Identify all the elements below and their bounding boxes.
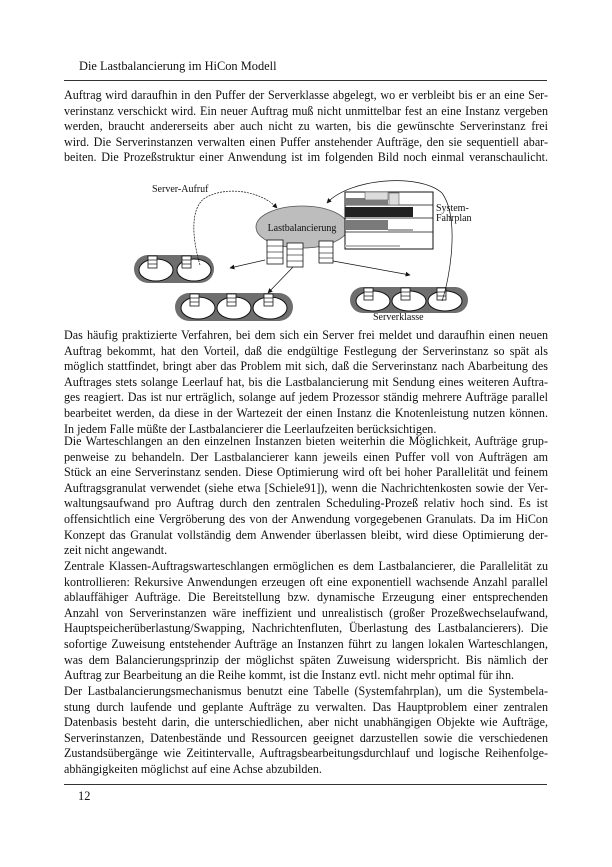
- dispatch-arrow-right: [333, 261, 410, 275]
- paragraph-2: [64, 328, 548, 437]
- server-class-label: Serverklasse: [373, 312, 424, 323]
- text-line: Die Warteschlangen an den einzelnen Instanzen bieten weiterhin die Möglichkeit, Aufträge grup-: [64, 434, 548, 448]
- schedule-bar: [365, 200, 388, 205]
- process-structure-figure: [130, 178, 490, 323]
- footer-rule: [64, 784, 547, 785]
- schedule-bar: [345, 207, 413, 217]
- schedule-label-2: Fahrplan: [436, 213, 472, 224]
- text-line: Anzahl von Serverinstanzen wäre ineffizient und unrealistisch (großer Prozeßwechselaufwand,: [64, 605, 548, 620]
- paragraph-5: [64, 684, 548, 778]
- text-line: offensichtlich eine Vergröberung des von der Anwendung vorgegebenen Granulats. Da im HiCon: [64, 511, 548, 526]
- schedule-bar: [345, 220, 388, 230]
- schedule-bar: [345, 198, 365, 205]
- schedule-bar: [345, 245, 400, 247]
- text-line: Das häufig praktizierte Verfahren, bei dem sich ein Server frei meldet und daraufhin einen neuen: [64, 328, 548, 342]
- queue-icon: [148, 256, 157, 268]
- server-group-left: [134, 255, 214, 283]
- text-line: Zentrale Klassen-Auftragswarteschlangen ermöglichen es dem Lastbalancierer, die Parallelität zu: [64, 559, 548, 573]
- text-line: Auftragsgranulat verwendet (siehe etwa [Schiele91]), wenn die Nachrichtenkosten sowie der Ver-: [64, 480, 548, 495]
- text-line: verinstanz verschickt wird. Ein neuer Auftrag muß nicht unmittelbar fest an eine Instanz vergeben: [64, 103, 548, 118]
- text-line: wird. Die Serverinstanzen verwalten einen Puffer anstehender Aufträge, den sie sequentiell abar-: [64, 134, 548, 149]
- system-schedule-table: [345, 192, 472, 249]
- dispatch-arrow-left: [230, 260, 265, 268]
- queue-icon: [364, 288, 373, 300]
- queue-icon: [182, 256, 191, 268]
- text-line: In jedem Falle müßte der Lastbalancierer die Leerlaufzeiten berücksichtigen.: [64, 421, 437, 436]
- queue-icon: [190, 294, 199, 306]
- text-line: Zustandsübergänge wie Zeitintervalle, Auftragsbearbeitungsdurchlauf und logische Reihenfolge-: [64, 746, 548, 761]
- queue-icon: [437, 288, 446, 300]
- text-line: beiten. Die Prozeßstruktur einer Anwendung ist im folgenden Bild noch einmal veranschaulicht.: [64, 150, 548, 165]
- schedule-bar: [365, 192, 388, 200]
- text-line: waltungsaufwand pro Auftrag durch den zentralen Scheduling-Prozeß relativ hoch sind. Es ist: [64, 496, 548, 511]
- class-queue: [287, 243, 303, 267]
- paragraph-1: [64, 88, 548, 166]
- text-line: sofortige Zuweisung entstehender Aufträge an Instanzen führt zu langen lokalen Warteschlangen,: [64, 636, 548, 651]
- text-line: stung durch laufende und geplante Aufträge zu verwalten. Das Hauptproblem einer zentralen: [64, 699, 548, 714]
- text-line: Konzept das Granulat vollständig dem Anwender überlassen bleibt, wird diese Optimierung der-: [64, 527, 548, 542]
- schedule-bar: [389, 193, 399, 205]
- text-line: zeit nicht angewandt.: [64, 543, 168, 558]
- header-rule: [64, 80, 547, 81]
- class-queue: [319, 241, 333, 263]
- schedule-label-1: System-: [436, 203, 469, 214]
- text-line: Stück an eine Serverinstanz senden. Diese Optimierung wird oft bei hoher Parallelität und feinem: [64, 465, 548, 480]
- class-queue: [267, 240, 283, 264]
- text-line: werden, braucht andererseits aber auch nicht zu warten, bis die gewünschte Serverinstanz frei: [64, 119, 548, 134]
- text-line: Auftrag bekommt, hat den Vorteil, daß die endgültige Festlegung der Serverinstanz so spät als: [64, 343, 548, 358]
- dispatch-arrow-bottom: [268, 267, 293, 293]
- text-line: ablauffähiger Aufträge. Die Bereitstellung bzw. dynamische Erzeugung einer entsprechenden: [64, 590, 548, 605]
- text-line: Serverinstanzen, Datenbestände und Ressourcen geeignet darzustellen sowie die verschiedenen: [64, 730, 548, 745]
- text-line: ges reagiert. Das ist nur erträglich, solange auf jedem Prozessor ständig mehrere Aufträge parallel: [64, 390, 548, 405]
- queue-icon: [401, 288, 410, 300]
- text-line: Der Lastbalancierungsmechanismus benutzt eine Tabelle (Systemfahrplan), um die Systembela-: [64, 684, 548, 698]
- text-line: penweise zu behandeln. Der Lastbalancierer kann jeweils einen Puffer voll von Aufträgen am: [64, 449, 548, 464]
- text-line: was dem Balancierungsprinzip der möglichst späten Zuweisung widerspricht. Bis nämlich der: [64, 652, 548, 667]
- text-line: Hauptspeicherüberlastung/Swapping, Nachrichtenfluten, Überlastung des Lastbalancierers). Die: [64, 621, 548, 636]
- queue-icon: [227, 294, 236, 306]
- text-line: Datenbasis besteht darin, die unterschiedlichen, aber nicht unabhängigen Objekte wie Aufträge,: [64, 715, 548, 730]
- load-balancer-label: Lastbalancierung: [267, 223, 337, 234]
- text-line: Auftrag zur Bearbeitung an die Reihe kommt, ist die Instanz evtl. nicht mehr optimal für ihn.: [64, 668, 515, 683]
- text-line: kontrollieren: Rekursive Anwendungen erzeugen oft eine exponentiell wachsende Anzahl parallel: [64, 574, 548, 589]
- text-line: abhängigkeiten möglichst auf eine Achse abzubilden.: [64, 761, 322, 776]
- text-line: bearbeitet werden, da diese in der Wartezeit der einen Instanz die Knotenleistung nutzen können.: [64, 405, 548, 420]
- paragraph-3: [64, 434, 548, 559]
- paragraph-4: [64, 559, 548, 684]
- server-group-bottom: [175, 293, 293, 321]
- server-group-right: [350, 287, 468, 323]
- text-line: möglich stattfindet, bringt aber das Problem mit sich, daß die Serverinstanz nach Abarbeitung des: [64, 359, 548, 374]
- queue-icon: [264, 294, 273, 306]
- server-call-label: Server-Aufruf: [152, 184, 209, 195]
- text-line: Auftrag wird daraufhin in den Puffer der Serverklasse abgelegt, wo er verbleibt bis er an eine Ser-: [64, 88, 548, 102]
- text-line: Auftrages stets solange Leerlauf hat, bis die Lastbalancierung mit Sendung eines weiteren Auftra-: [64, 374, 548, 389]
- running-header: Die Lastbalancierung im HiCon Modell: [79, 59, 277, 73]
- page-number: 12: [78, 789, 91, 803]
